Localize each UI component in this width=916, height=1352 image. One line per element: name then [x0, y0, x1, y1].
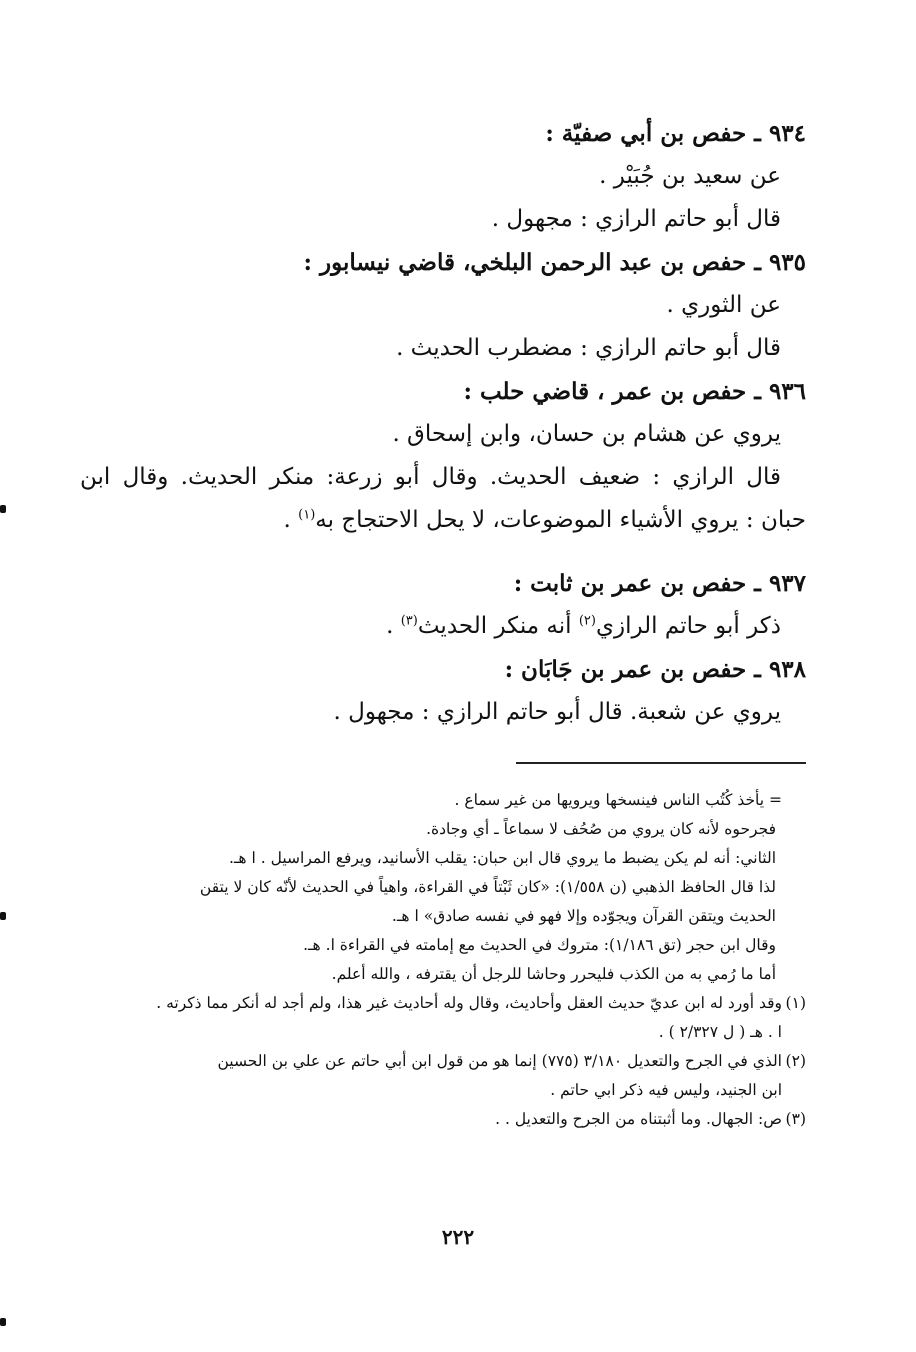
entry-heading: ٩٣٦ ـ حفص بن عمر ، قاضي حلب : [463, 378, 806, 405]
footnote-continuation-line: أما ما رُمي به من الكذب فليحرر وحاشا للرجل أن يقترفه ، والله أعلم. [331, 965, 776, 983]
footnote-continuation-line: الثاني: أنه لم يكن يضبط ما يروي قال ابن حبان: يقلب الأسانيد، ويرفع المراسيل . ا هـ. [228, 849, 776, 867]
entry-line: يروي عن شعبة. قال أبو حاتم الرازي : مجهول . [333, 699, 781, 725]
footnote-1-cont: ا . هـ ( ل ٢/٣٢٧ ) . [658, 1023, 782, 1041]
scan-mark [0, 912, 6, 920]
entry-text: أنه منكر الحديث [417, 613, 579, 639]
entry-heading: ٩٣٧ ـ حفص بن عمر بن ثابت : [513, 570, 806, 597]
footnote-continuation-line: فجرحوه لأنه كان يروي من صُحُف لا سماعاً ـ أي وجادة. [426, 820, 776, 838]
footnote-marker: (٣) [785, 1110, 806, 1128]
entry-text: حبان : يروي الأشياء الموضوعات، لا يحل الاحتجاج به [315, 507, 806, 533]
scan-mark [0, 1318, 6, 1326]
entry-text: ذكر أبو حاتم الرازي [595, 613, 781, 639]
footnote-text: الذي في الجرح والتعديل ٣/١٨٠ (٧٧٥) إنما هو من قول ابن أبي حاتم عن علي بن الحسين [217, 1052, 782, 1070]
entry-heading: ٩٣٥ ـ حفص بن عبد الرحمن البلخي، قاضي نيسابور : [303, 249, 806, 276]
footnote-text: وقد أورد له ابن عديّ حديث العقل وأحاديث، وقال وله أحاديث غير هذا، ولم أجد له أنكر مما ذكرته . [156, 994, 782, 1012]
footnote-1 [80, 989, 806, 1018]
entry-line: عن الثوري . [666, 292, 781, 318]
entry-line: قال أبو حاتم الرازي : مجهول . [491, 206, 781, 232]
footnote-separator [516, 762, 806, 764]
entry-heading: ٩٣٤ ـ حفص بن أبي صفيّة : [545, 120, 806, 147]
entry-line: قال أبو حاتم الرازي : مضطرب الحديث . [396, 335, 781, 361]
footnote-text: ص: الجهال. وما أثبتناه من الجرح والتعديل . . [495, 1110, 782, 1128]
footnote-2-cont: ابن الجنيد، وليس فيه ذكر ابي حاتم . [550, 1081, 782, 1099]
footnote-marker: (٢) [785, 1052, 806, 1070]
footnote-3 [80, 1105, 806, 1134]
entry-line [80, 605, 806, 648]
footnote-continuation-line: لذا قال الحافظ الذهبي (ن ١/٥٥٨): «كان ثَبْتاً في القراءة، واهياً في الحديث لأنّه كان لا يتقن [199, 878, 776, 896]
footnote-ref[interactable]: (١) [298, 507, 316, 523]
entry-line: عن سعيد بن جُبَيْر . [599, 163, 781, 189]
footnote-ref[interactable]: (٢) [578, 613, 596, 629]
footnote-marker: (١) [785, 994, 806, 1012]
footnote-continuation-line: الحديث ويتقن القرآن ويجوّده وإلا فهو في نفسه صادق» ا هـ. [391, 907, 776, 925]
footnote-continuation-line: وقال ابن حجر (تق ١/١٨٦): متروك في الحديث مع إمامته في القراءة ا. هـ. [303, 936, 776, 954]
page-number: ٢٢٢ [441, 1225, 475, 1249]
footnotes [80, 786, 806, 1134]
entry-heading: ٩٣٨ ـ حفص بن عمر بن جَابَان : [504, 656, 806, 683]
entry-line [80, 499, 806, 542]
footnote-continuation-line: = يأخذ كُتُب الناس فينسخها ويرويها من غير سماع . [454, 791, 782, 809]
entry-line: قال الرازي : ضعيف الحديث. وقال أبو زرعة: منكر الحديث. وقال ابن [80, 464, 781, 490]
entry-line: يروي عن هشام بن حسان، وابن إسحاق . [392, 421, 781, 447]
footnote-ref[interactable]: (٣) [400, 613, 418, 629]
main-text [80, 112, 806, 734]
entry-text: . [283, 507, 299, 533]
footnote-2 [80, 1047, 806, 1076]
scan-mark [0, 505, 6, 513]
entry-text: . [386, 613, 401, 639]
